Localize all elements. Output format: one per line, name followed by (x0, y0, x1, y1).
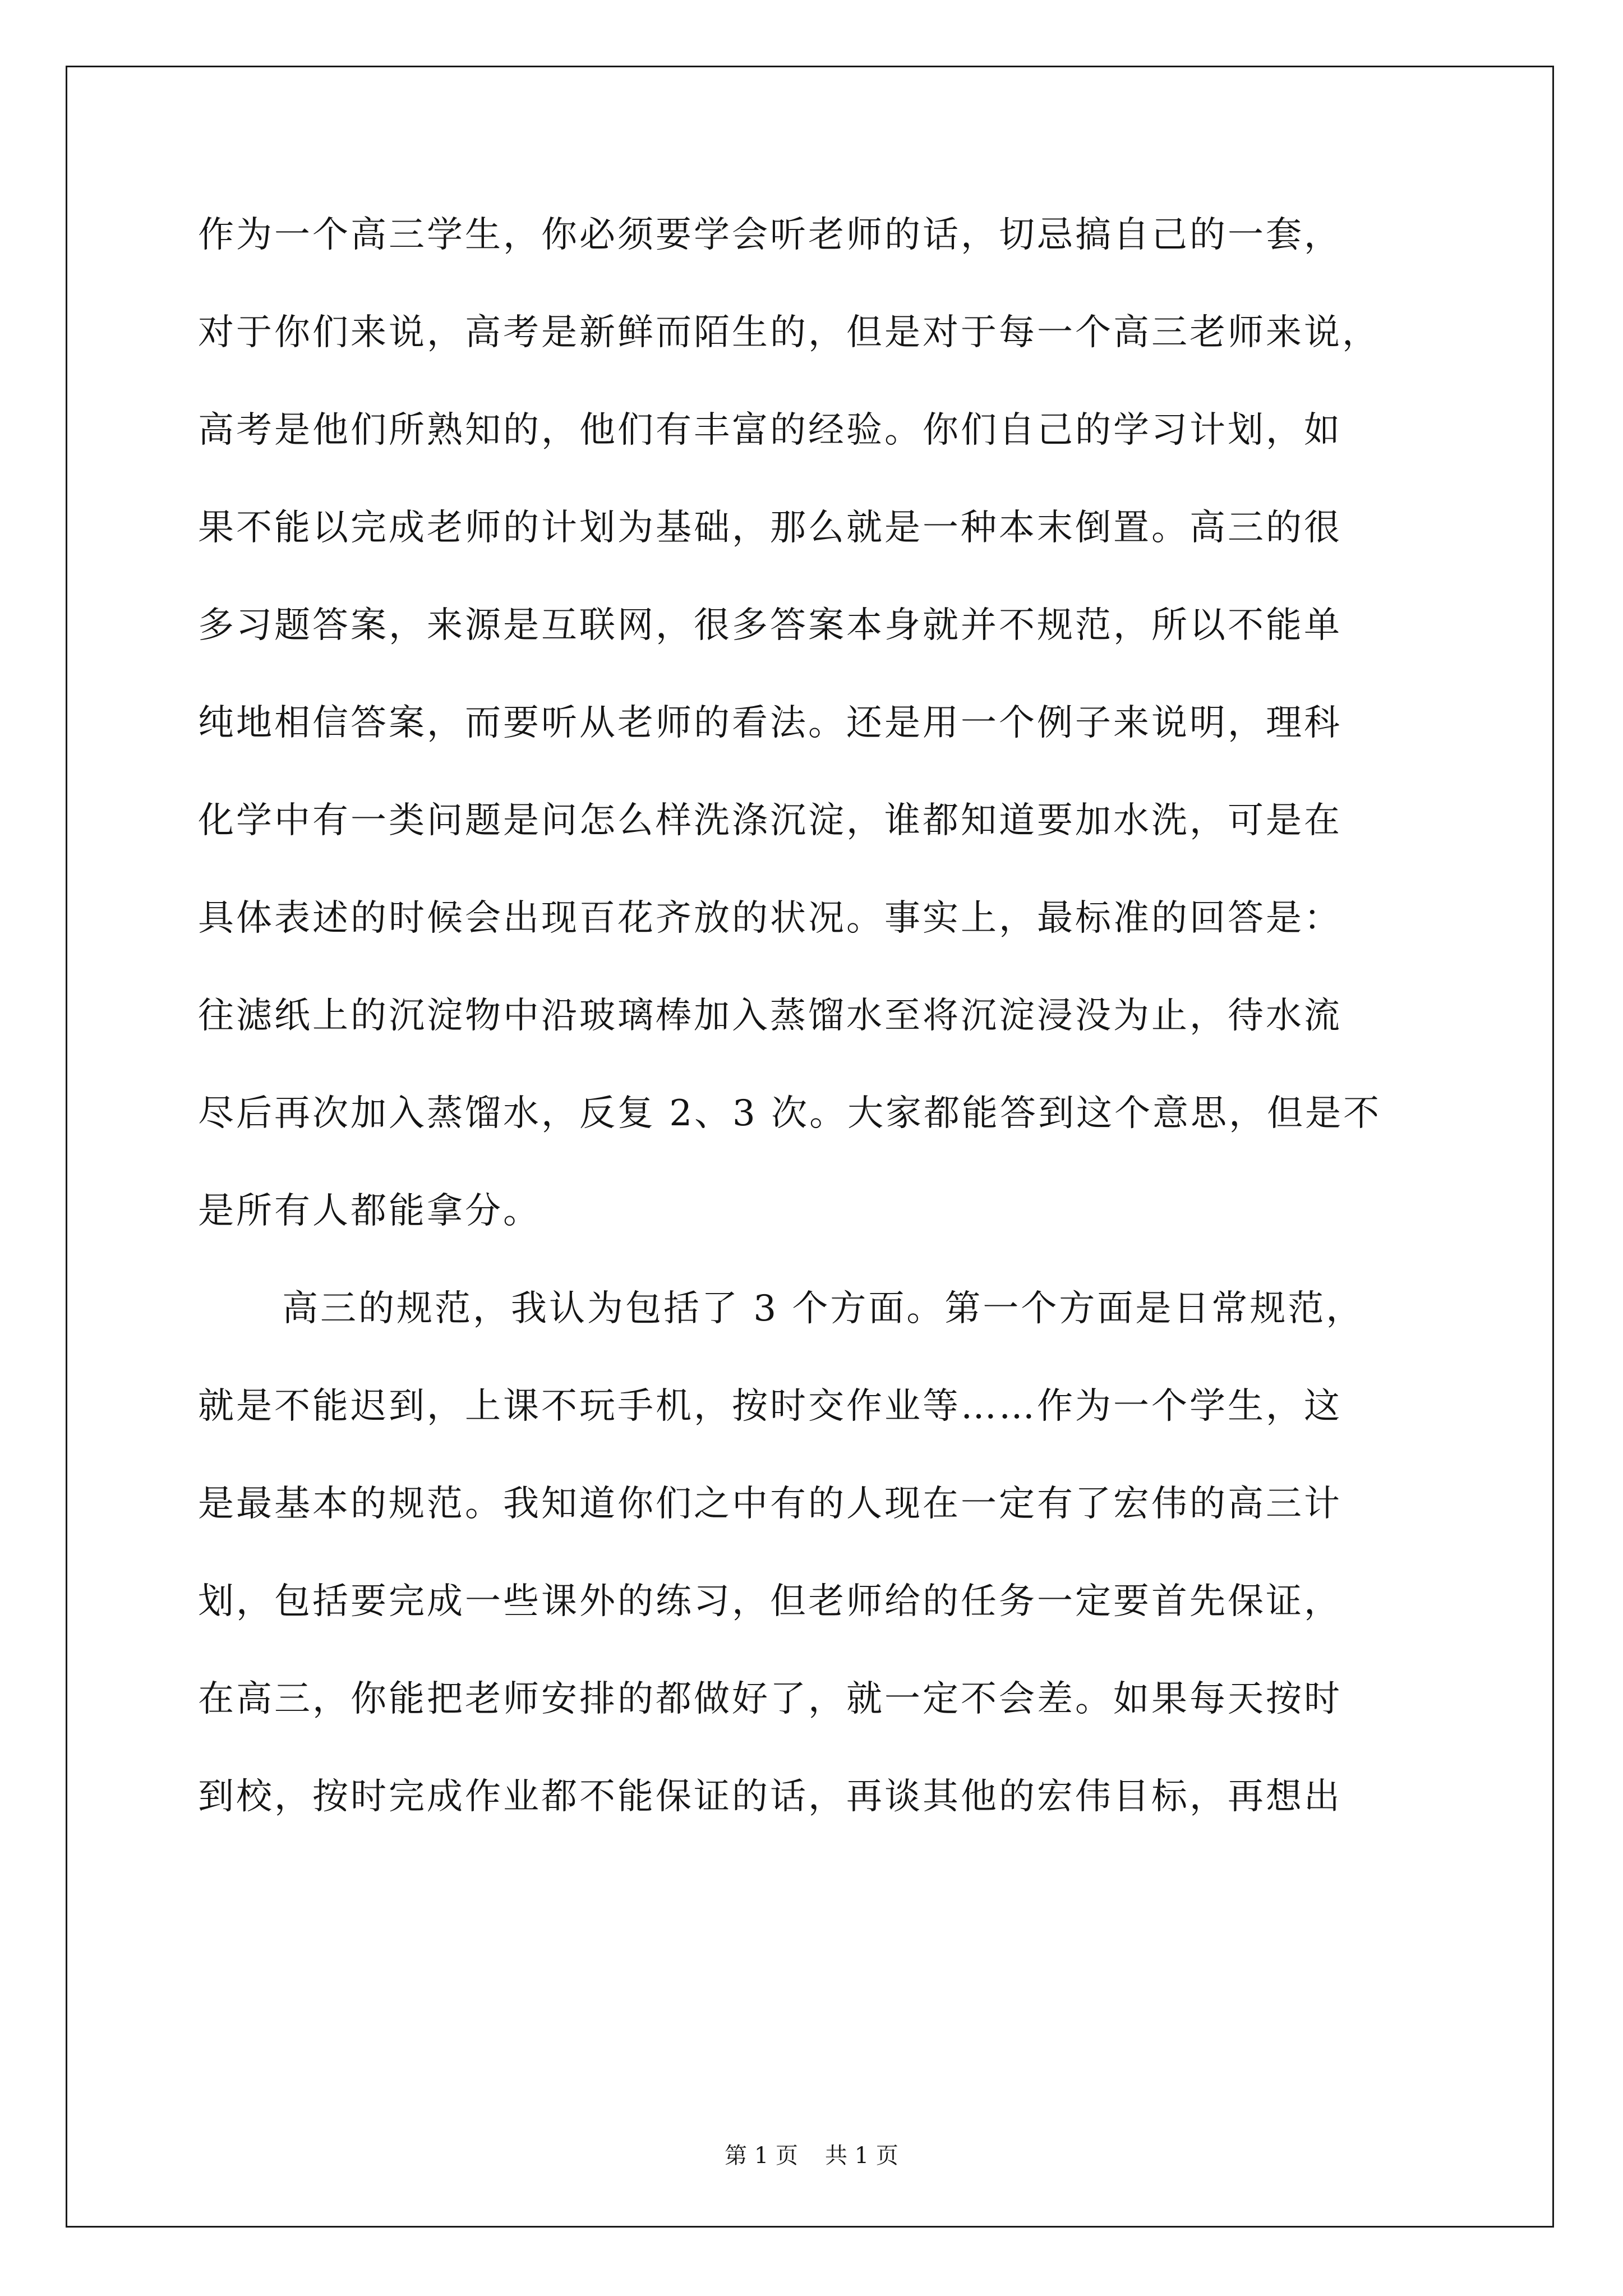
paragraph-1-line-6: 纯地相信答案，而要听从老师的看法。还是用一个例子来说明，理科 (198, 702, 1342, 744)
paragraph-1-line-4: 果不能以完成老师的计划为基础，那么就是一种本末倒置。高三的很 (198, 507, 1342, 549)
paragraph-1-line-1: 作为一个高三学生，你必须要学会听老师的话，切忌搞自己的一套， (198, 214, 1342, 256)
paragraph-2-line-5: 在高三，你能把老师安排的都做好了，就一定不会差。如果每天按时 (198, 1678, 1342, 1720)
paragraph-1-line-9: 往滤纸上的沉淀物中沿玻璃棒加入蒸馏水至将沉淀浸没为止，待水流 (198, 995, 1342, 1037)
paragraph-2-line-1: 高三的规范，我认为包括了 3 个方面。第一个方面是日常规范， (282, 1288, 1364, 1329)
paragraph-2-line-2: 就是不能迟到，上课不玩手机，按时交作业等……作为一个学生，这 (198, 1386, 1342, 1427)
page-number: 第 1 页 (725, 2143, 798, 2169)
paragraph-1-line-10: 尽后再次加入蒸馏水，反复 2、3 次。大家都能答到这个意思，但是不 (198, 1093, 1382, 1134)
page-total: 共 1 页 (825, 2143, 898, 2169)
page-footer (0, 2142, 1623, 2170)
paragraph-2-line-4: 划，包括要完成一些课外的练习，但老师给的任务一定要首先保证， (198, 1581, 1342, 1622)
page-border (66, 66, 1554, 2228)
paragraph-2-line-3: 是最基本的规范。我知道你们之中有的人现在一定有了宏伟的高三计 (198, 1483, 1342, 1525)
paragraph-1-line-5: 多习题答案，来源是互联网，很多答案本身就并不规范，所以不能单 (198, 605, 1342, 646)
paragraph-1-line-7: 化学中有一类问题是问怎么样洗涤沉淀，谁都知道要加水洗，可是在 (198, 800, 1342, 841)
paragraph-1-line-8: 具体表述的时候会出现百花齐放的状况。事实上，最标准的回答是： (198, 898, 1342, 939)
paragraph-2-line-6: 到校，按时完成作业都不能保证的话，再谈其他的宏伟目标，再想出 (198, 1776, 1342, 1818)
paragraph-1-line-11: 是所有人都能拿分。 (198, 1190, 541, 1232)
paragraph-1-line-3: 高考是他们所熟知的，他们有丰富的经验。你们自己的学习计划，如 (198, 409, 1342, 451)
paragraph-1-line-2: 对于你们来说，高考是新鲜而陌生的，但是对于每一个高三老师来说， (198, 312, 1380, 353)
